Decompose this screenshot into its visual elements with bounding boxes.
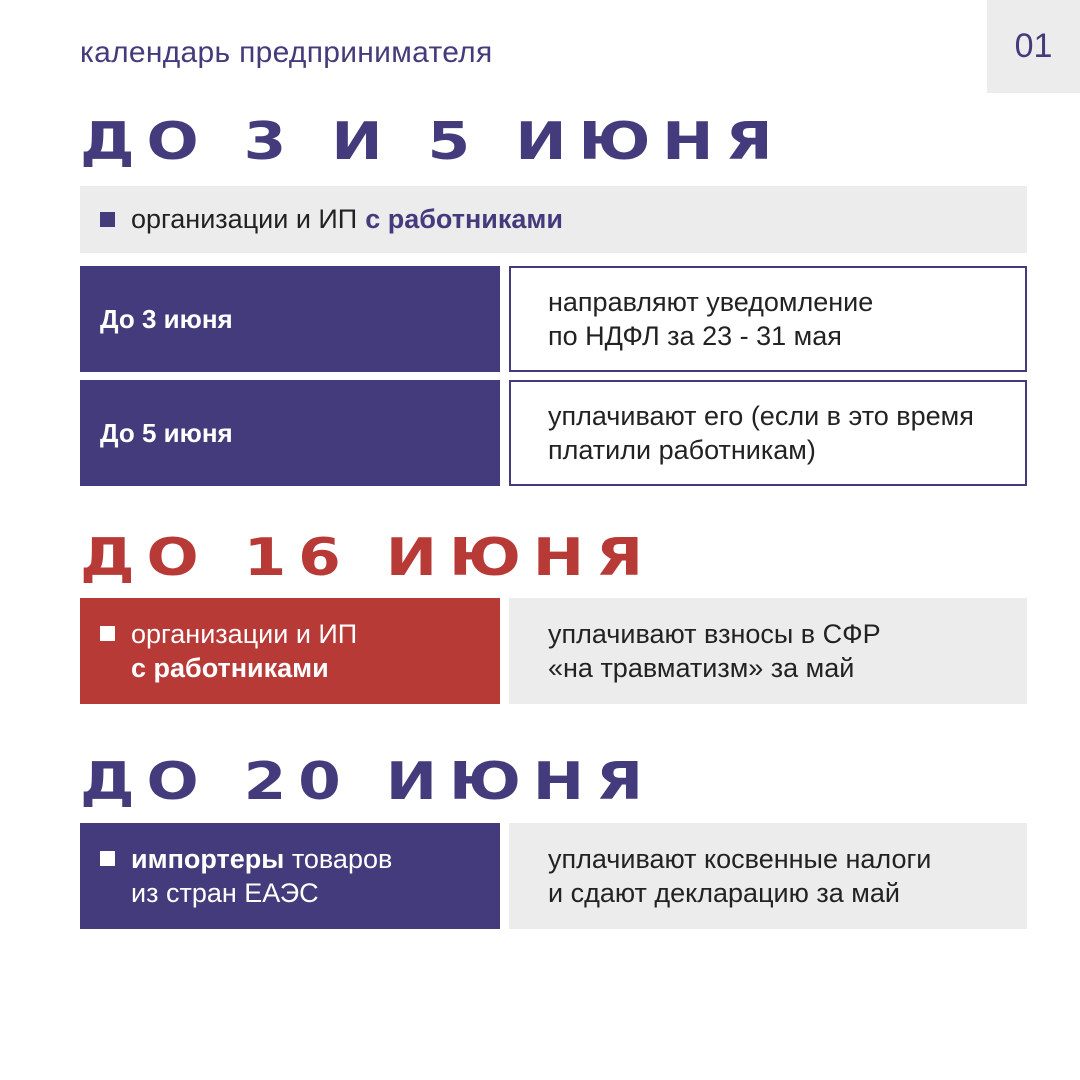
page-number-badge bbox=[987, 0, 1080, 93]
audience-accent: с работниками bbox=[365, 204, 563, 234]
action-line: уплачивают его (если в это время bbox=[548, 400, 974, 431]
audience-line bbox=[100, 842, 500, 876]
audience-text: организации и ИП bbox=[131, 618, 358, 649]
action-line: по НДФЛ за 23 - 31 мая bbox=[548, 321, 842, 351]
date-cell-june-5 bbox=[80, 380, 500, 486]
audience-line bbox=[100, 617, 500, 651]
page-number: 01 bbox=[1014, 27, 1053, 65]
action-cell-june-16 bbox=[509, 598, 1027, 704]
date-label: До 3 июня bbox=[100, 303, 233, 334]
audience-text-line2: из стран ЕАЭС bbox=[131, 878, 319, 908]
square-bullet-icon bbox=[100, 626, 115, 641]
audience-label: организации и ИП bbox=[131, 204, 358, 234]
audience-bar bbox=[80, 186, 1027, 253]
square-bullet-icon bbox=[100, 851, 115, 866]
section-heading-june-20: ДО 20 ИЮНЯ bbox=[80, 752, 655, 812]
date-label: До 5 июня bbox=[100, 417, 233, 448]
action-cell-june-3 bbox=[509, 266, 1027, 372]
action-line: уплачивают взносы в СФР bbox=[548, 618, 881, 649]
audience-cell-june-16 bbox=[80, 598, 500, 704]
section-heading-june-3-5: ДО 3 И 5 ИЮНЯ bbox=[80, 112, 785, 172]
page-subtitle: календарь предпринимателя bbox=[80, 36, 493, 69]
action-line: направляют уведомление bbox=[548, 286, 874, 317]
date-cell-june-3 bbox=[80, 266, 500, 372]
audience-accent: импортеры bbox=[131, 843, 285, 874]
audience-text: товаров bbox=[284, 843, 393, 874]
action-line: «на травматизм» за май bbox=[548, 653, 855, 683]
audience-accent: с работниками bbox=[131, 653, 329, 683]
action-line: платили работникам) bbox=[548, 435, 816, 465]
square-bullet-icon bbox=[100, 212, 115, 227]
action-line: и сдают декларацию за май bbox=[548, 878, 900, 908]
action-cell-june-20 bbox=[509, 823, 1027, 929]
section-heading-june-16: ДО 16 ИЮНЯ bbox=[80, 528, 655, 588]
action-line: уплачивают косвенные налоги bbox=[548, 843, 932, 874]
action-cell-june-5 bbox=[509, 380, 1027, 486]
audience-cell-june-20 bbox=[80, 823, 500, 929]
